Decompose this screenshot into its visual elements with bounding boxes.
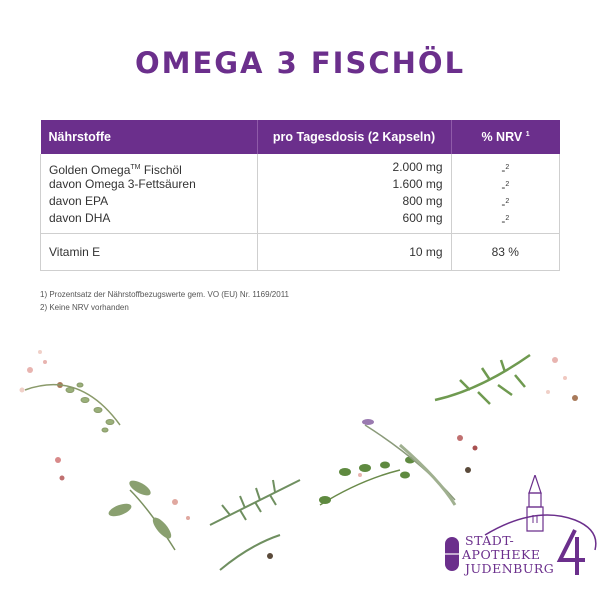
oregano-sprig xyxy=(319,457,415,506)
nrv-footnote: 2 xyxy=(505,181,510,188)
header-nrv xyxy=(451,120,559,154)
nrv-dash: - xyxy=(501,180,506,194)
nutrient-name: davon DHA xyxy=(49,211,111,225)
amounts-cell xyxy=(257,154,451,234)
header-nrv-label: % NRV xyxy=(481,130,523,144)
header-tagesdosis: pro Tagesdosis (2 Kapseln) xyxy=(257,120,451,154)
nutrition-table xyxy=(40,120,560,271)
nrv-footnote: 2 xyxy=(505,198,510,205)
nrv-dash: - xyxy=(501,197,506,211)
nrv-value: 83 % xyxy=(451,234,559,271)
page-title: OMEGA 3 FISCHÖL xyxy=(134,46,466,80)
table-row xyxy=(41,154,560,234)
nutrient-names-cell xyxy=(41,154,258,234)
amount-value: 10 mg xyxy=(257,234,451,271)
table-row xyxy=(41,234,560,271)
logo-line-2: APOTHEKE xyxy=(462,547,541,562)
nrv-value xyxy=(460,210,551,227)
nrv-footnote: 2 xyxy=(505,215,510,222)
thyme-sprig xyxy=(25,383,120,432)
amount-value: 600 mg xyxy=(402,211,443,225)
footnote-1: 1) Prozentsatz der Nährstoffbezugswerte gem. VO (EU) Nr. 1169/2011 xyxy=(40,290,290,299)
nrv-footnote: 2 xyxy=(505,164,510,171)
rosemary-sprig xyxy=(210,480,300,570)
amount-value: 1.600 mg xyxy=(392,177,443,191)
nutrient-name-suffix: Fischöl xyxy=(140,163,182,177)
nrv-cell xyxy=(451,154,559,234)
nutrient-name xyxy=(49,159,249,176)
nutrient-name-text: Golden Omega xyxy=(49,163,131,177)
amount-value: 800 mg xyxy=(402,194,443,208)
nrv-value xyxy=(460,176,551,193)
nrv-value xyxy=(460,193,551,210)
nrv-dash: - xyxy=(501,214,506,228)
header-nrv-footnote: 1 xyxy=(525,131,530,138)
nrv-value xyxy=(460,159,551,176)
nutrient-name: davon EPA xyxy=(49,194,109,208)
stadt-apotheke-logo xyxy=(425,475,600,600)
trademark-sup: TM xyxy=(130,164,141,171)
footnote-2: 2) Keine NRV vorhanden xyxy=(40,303,129,312)
logo-line-3: JUDENBURG xyxy=(465,561,555,576)
nrv-dash: - xyxy=(501,163,506,177)
header-naehrstoffe: Nährstoffe xyxy=(41,120,258,154)
amount-value: 2.000 mg xyxy=(392,160,443,174)
sage-sprig xyxy=(107,478,175,550)
logo-line-1: STADT- xyxy=(465,533,515,548)
table-header-row xyxy=(41,120,560,154)
nutrient-name: Vitamin E xyxy=(41,234,258,271)
tarragon-sprig xyxy=(435,355,530,404)
nutrient-name: davon Omega 3-Fettsäuren xyxy=(49,177,196,191)
